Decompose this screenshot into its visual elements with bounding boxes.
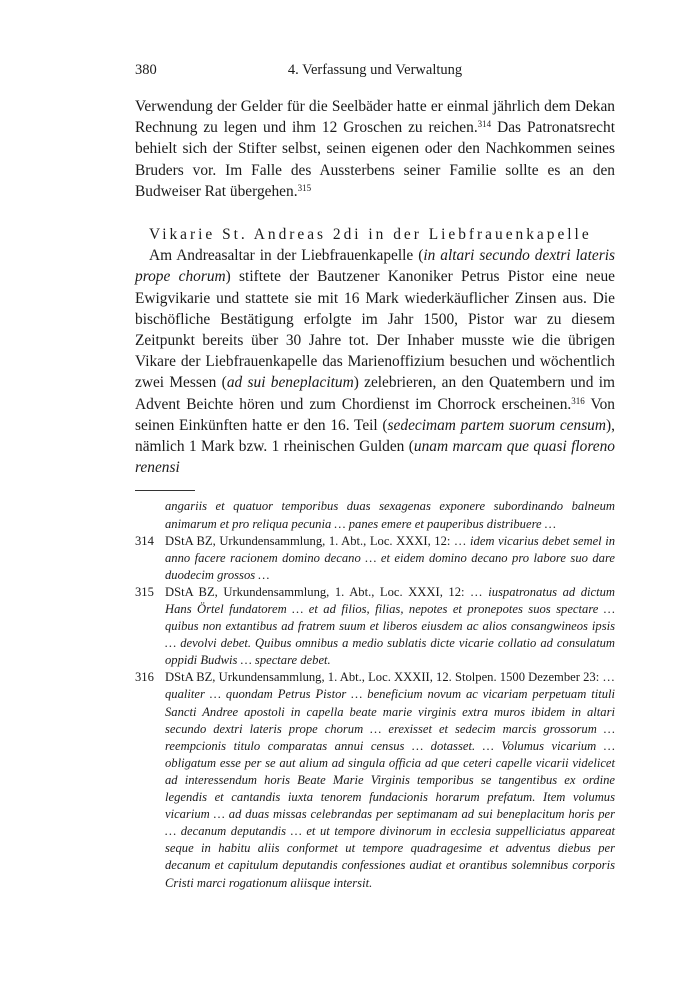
footnote-ref-315: 315 (297, 182, 312, 193)
footnote-number: 315 (135, 584, 154, 599)
paragraph-1: Verwendung der Gelder für die Seelbäder hatte er einmal jährlich dem Dekan Rechnung zu legen und ihm 12 Groschen zu reichen.$^{314}$ Das Patronatsrecht behielt sich der Stifter selbst, seinen eigenen oder den Nachkommen seines Bruders vor. Im Falle des Aussterbens seiner Familie sollte es an den Budweiser Rat übergehen.$^{315}$ (135, 98, 615, 200)
running-title: 4. Verfassung und Verwaltung (287, 62, 463, 78)
footnote-316: 316 DStA BZ, Urkundensammlung, 1. Abt., Loc. XXXII, 12. Stolpen. 1500 Dezember 23: … qualiter … quondam Petrus Pistor … beneficium novum ac vicariam perpetuam tituli Sancti Andree apostoli in capella beate marie virginis extra muros ibidem in altari secundo dextri lateris prope chorum … erexisset et sedecim marcis grossorum … reempcionis titulo comparatas annui census … dotasset. … Volumus vicarium … obligatum esse per se aut alium ad singula officia ad que ceteri capelle vicarii videlicet ad interessendum horis Beate Marie Virginis temporibus se tangentibus ex ordine legendis et cantandis iuxta tenorem fundacionis horarum prefatum. Item volumus vicarium … ad duas missas celebrandas per septimanam ad sui beneplacitum horis per … decanum deputandis … et ut tempore divinorum in ecclesia suppelliciatus appareat seque in habitu aliis conformet ut tempore quadragesime et adventus diebus per decanum et capitulum deputandis confessiones audiat et orantibus solemnibus corporis Cristi marci rogationum aliisque intersit. (135, 669, 615, 891)
footnote-rule (135, 490, 195, 491)
footnote-315: 315 DStA BZ, Urkundensammlung, 1. Abt., Loc. XXXI, 12: … iuspatronatus ad dictum Hans Örtel fundatorem … et ad filios, filias, nepotes et pronepotes suos spectare … quibus non extantibus ad fratrem suum et liberos eiusdem ac alios consangwineos ipsis … devolvi debet. Quibus omnibus a medio sublatis dicte vicarie collatio ad consulatum oppidi Budwis … spectare debet. (135, 584, 615, 669)
footnote-number: 314 (135, 533, 154, 548)
footnote-number: 316 (135, 670, 154, 685)
footnotes (135, 498, 615, 891)
footnote-ref-316: 316 (571, 395, 585, 406)
section-heading: Vikarie St. Andreas 2di in der Liebfrauenkapelle (149, 226, 592, 244)
running-header (135, 62, 615, 84)
footnote-314: 314 DStA BZ, Urkundensammlung, 1. Abt., Loc. XXXI, 12: … idem vicarius debet semel in anno facere racionem domino decano … et eidem domino decano pro labore suo dare duodecim grossos … (135, 533, 615, 584)
page-number: 380 (135, 62, 157, 78)
paragraph-2: Am Andreasaltar in der Liebfrauenkapelle (in altari secundo dextri lateris prope chorum) stiftete der Bautzener Kanoniker Petrus Pistor eine neue Ewigvikarie und stattete sie mit 16 Mark wiederkäuflicher Zinsen aus. Die bischöfliche Bestätigung erfolgte im Jahr 1500, Pistor war zu diesem Zeitpunkt bereits über 30 Jahre tot. Der Inhaber musste wie die übrigen Vikare der Liebfrauenkapelle das Marienoffizium besuchen und wöchentlich zwei Messen (ad sui beneplacitum) zelebrieren, an den Quatembern und im Advent Beichte hören und zum Chordienst im Chorrock erscheinen.$^{316}$ Von seinen Einkünften hatte er den 16. Teil (sedecimam partem suorum censum), nämlich 1 Mark bzw. 1 rheinischen Gulden (unam marcam que quasi floreno renensi (135, 247, 615, 477)
footnote-ref-314: 314 (477, 119, 492, 130)
main-text (135, 96, 615, 478)
page (135, 62, 615, 892)
footnote-continuation: angariis et quatuor temporibus duas sexagenas exponere subordinando balneum animarum et pro reliqua pecunia … panes emere et pauperibus distribuere … (165, 499, 615, 531)
